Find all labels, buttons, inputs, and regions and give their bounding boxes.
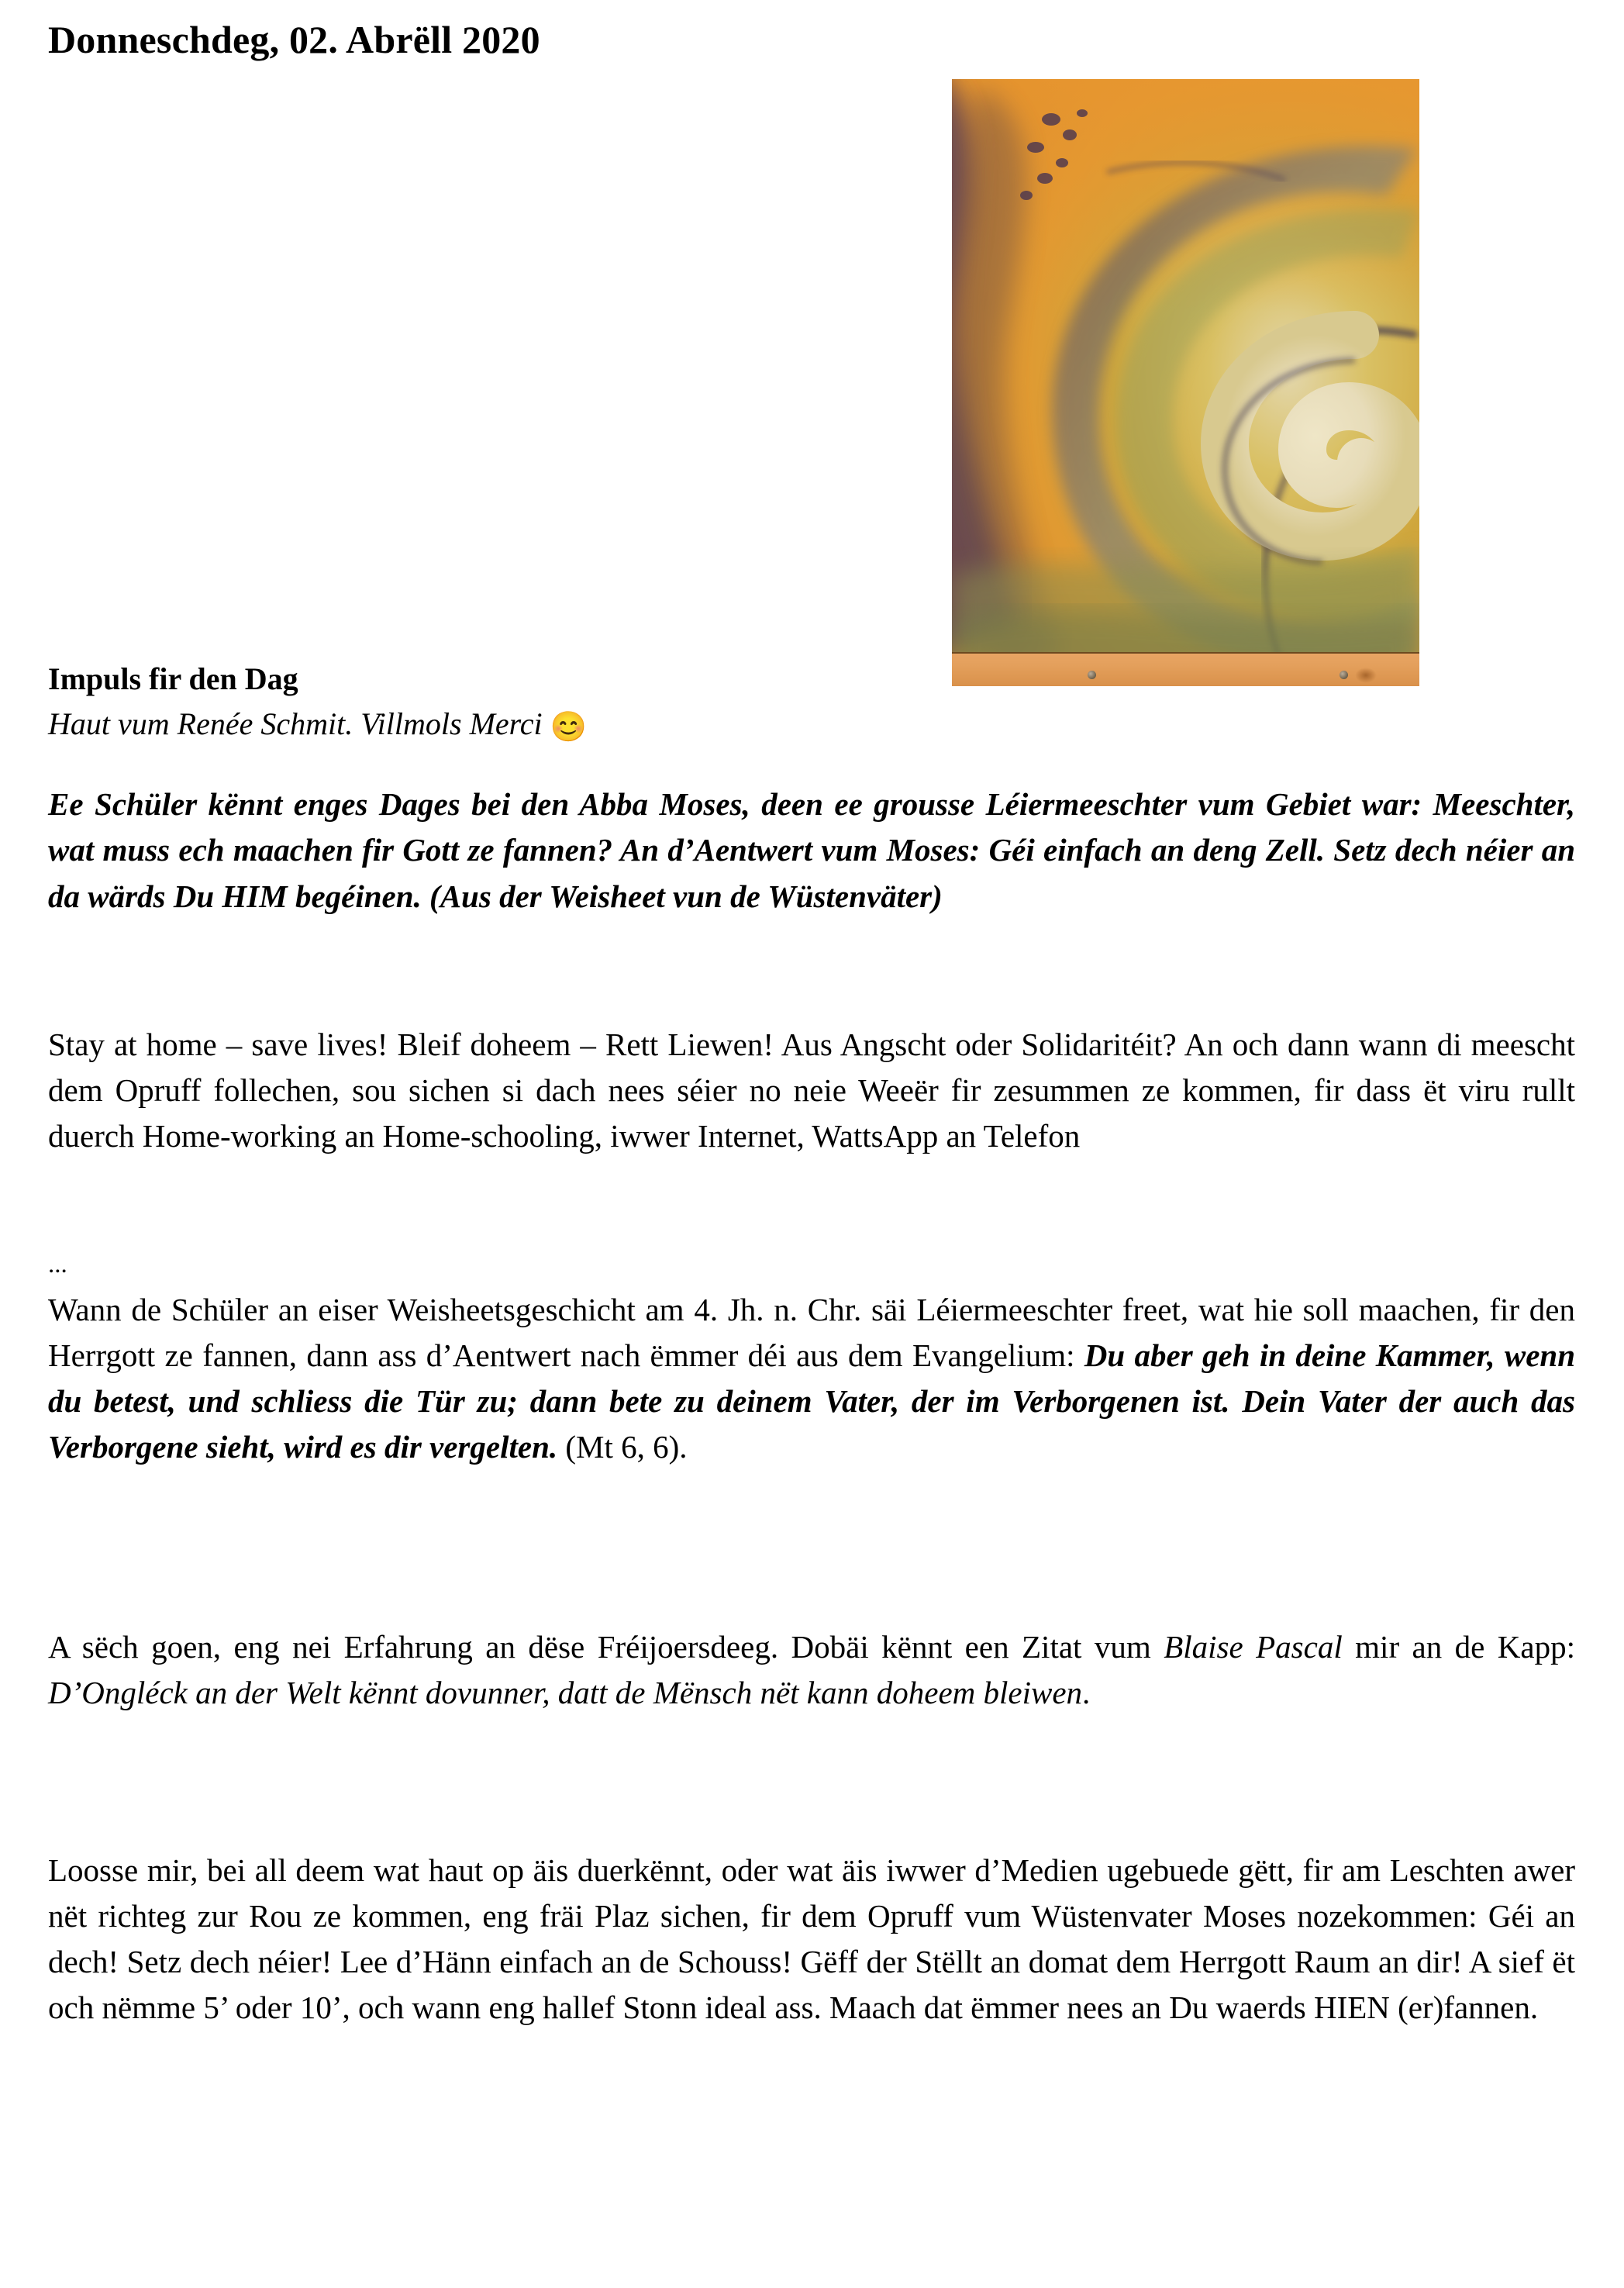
smiling-face-emoji-icon: 😊 [550, 711, 587, 744]
screw-head-left [1088, 671, 1096, 679]
byline-text: Haut vum Renée Schmit. Villmols Merci [48, 706, 550, 741]
ellipsis-line: ... [48, 1251, 67, 1279]
wood-knot [1355, 668, 1377, 683]
paragraph-final: Loosse mir, bei all deem wat haut op äis duerkënnt, oder wat äis iwwer d’Medien ugebuede gëtt, fir am Leschten awer nët richteg zur Rou ze kommen, eng fräi Plaz sichen, fir dem Opruff vum Wüstenvater Moses nozekommen: Géi an dech! Setz dech néier! Lee d’Hänn einfach an de Schouss! Gëff der Stëllt an domat dem Herrgott Raum an dir! A sief ët och nëmme 5’ oder 10’, och wann eng hallef Stonn ideal ass. Maach dat ëmmer nees an Du waerds HIEN (er)fannen. [48, 1852, 1575, 2026]
pascal-mid-text: mir an de Kapp: [1342, 1629, 1576, 1665]
pascal-lead-text: A sëch goen, eng nei Erfahrung an dëse Fréijoersdeeg. Dobäi kënnt een Zitat vum [48, 1629, 1164, 1665]
abstract-spiral-painting [952, 79, 1419, 686]
pascal-end-punctuation: . [1082, 1675, 1091, 1711]
pascal-author-name: Blaise Pascal [1164, 1629, 1343, 1665]
paragraph-stay-at-home: Stay at home – save lives! Bleif doheem – Rett Liewen! Aus Angscht oder Solidaritéit? An och dann wann di meescht dem Opruff follechen, sou sichen si dach nees séier no neie Weeër fir zesummen ze kommen, fir dass ët viru rullt duerch Home-working an Home-schooling, iwwer Internet, WattsApp an Telefon [48, 1027, 1575, 1154]
paragraph-schueler-evangelium [48, 1287, 1575, 1470]
wooden-ledge [952, 652, 1419, 686]
screw-head-right [1340, 671, 1348, 679]
pascal-quote-text: D’Ongléck an der Welt kënnt dovunner, datt de Mënsch nët kann doheem bleiwen [48, 1675, 1083, 1711]
bible-quote-text: Du aber geh in deine Kammer, wenn du betest, und schliess die Tür zu; dann bete zu deinem Vater, der im Verborgenen ist. Dein Vater der auch das Verborgene sieht, wird es dir vergelten. [48, 1337, 1576, 1465]
schueler-lead-text: Wann de Schüler an eiser Weisheetsgeschicht am 4. Jh. n. Chr. säi Léiermeeschter freet, wat hie soll maachen, fir den Herrgott ze fannen, dann ass d’Aentwert nach ëmmer déi aus dem Evangelium: [48, 1292, 1575, 1374]
painting-graphic [952, 79, 1419, 686]
paragraph-moses-quote: Ee Schüler kënnt enges Dages bei den Abba Moses, deen ee grousse Léiermeeschter vum Gebiet war: Meeschter, wat muss ech maachen fir Gott ze fannen? An d’Aentwert vum Moses: Géi einfach an deng Zell. Setz dech néier an da wärds Du HIM begéinen. (Aus der Weisheet vun de Wüstenväter) [48, 786, 1575, 914]
page-title: Donneschdeg, 02. Abrëll 2020 [48, 18, 540, 61]
byline [48, 706, 940, 744]
paragraph-pascal [48, 1624, 1575, 1716]
bible-reference: (Mt 6, 6). [557, 1429, 688, 1465]
section-heading: Impuls fir den Dag [48, 661, 298, 696]
